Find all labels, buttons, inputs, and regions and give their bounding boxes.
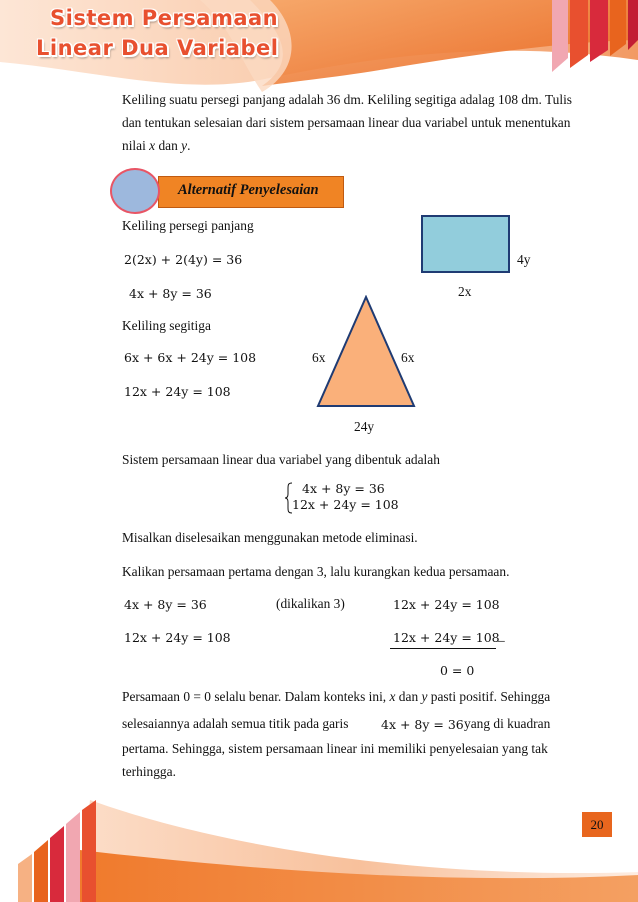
conclusion-line-2a: selesaiannya adalah semua titik pada garis xyxy=(122,716,349,731)
elimination-left-eq-2: 12x + 24y = 108 xyxy=(124,630,231,645)
conclusion-line-3: pertama. Sehingga, sistem persamaan linear ini memiliki penyelesaian yang tak xyxy=(122,741,548,756)
triangle-heading: Keliling segitiga xyxy=(122,318,211,333)
rectangle-label-4y: 4y xyxy=(517,252,531,267)
page-number: 20 xyxy=(582,812,612,837)
problem-line-3: nilai x dan y. xyxy=(122,138,191,153)
title-line-1: Sistem Persamaan xyxy=(50,6,279,30)
var-y: y xyxy=(181,138,188,153)
elimination-minus-sign: _ xyxy=(498,628,505,643)
rectangle-eq-1: 2(2x) + 2(4y) = 36 xyxy=(124,252,243,267)
triangle-eq-1: 6x + 6x + 24y = 108 xyxy=(124,350,257,365)
rectangle-heading: Keliling persegi panjang xyxy=(122,218,254,233)
problem-line-2: dan tentukan selesaian dari sistem persamaan linear dua variabel untuk menentukan xyxy=(122,115,571,130)
triangle-eq-2: 12x + 24y = 108 xyxy=(124,384,231,399)
title-line-2: Linear Dua Variabel xyxy=(36,36,279,60)
rectangle-shape xyxy=(421,215,510,273)
elimination-intro: Misalkan diselesaikan menggunakan metode eliminasi. xyxy=(122,530,418,545)
triangle-label-left: 6x xyxy=(312,350,326,365)
problem-line-1: Keliling suatu persegi panjang adalah 36 dm. Keliling segitiga adalag 108 dm. Tulis xyxy=(122,92,573,107)
var-x: x xyxy=(149,138,156,153)
triangle-label-right: 6x xyxy=(401,350,415,365)
system-eq-1: 4x + 8y = 36 xyxy=(302,481,385,496)
elimination-note: (dikalikan 3) xyxy=(276,596,345,611)
elimination-right-eq-2: 12x + 24y = 108 xyxy=(393,630,500,645)
footer-decoration xyxy=(0,780,638,902)
rectangle-label-2x: 2x xyxy=(458,284,472,299)
rectangle-eq-2: 4x + 8y = 36 xyxy=(129,286,212,301)
system-intro: Sistem persamaan linear dua variabel yang dibentuk adalah xyxy=(122,452,440,467)
elimination-instruction: Kalikan persamaan pertama dengan 3, lalu kurangkan kedua persamaan. xyxy=(122,564,510,579)
conclusion-line-4: terhingga. xyxy=(122,764,176,779)
triangle-label-bottom: 24y xyxy=(354,419,375,434)
elimination-left-eq-1: 4x + 8y = 36 xyxy=(124,597,207,612)
conclusion-line-2-eq: 4x + 8y = 36 xyxy=(381,717,464,732)
elimination-result: 0 = 0 xyxy=(440,663,475,678)
system-eq-2: 12x + 24y = 108 xyxy=(292,497,399,512)
elimination-right-eq-1: 12x + 24y = 108 xyxy=(393,597,500,612)
solution-header-label: Alternatif Penyelesaian xyxy=(178,182,319,198)
solution-header-circle xyxy=(110,168,160,214)
conclusion-line-2b: yang di kuadran xyxy=(464,716,551,731)
elimination-sum-line xyxy=(390,648,496,649)
conclusion-line-1: Persamaan 0 = 0 selalu benar. Dalam konteks ini, x dan y pasti positif. Sehingga xyxy=(122,689,551,704)
